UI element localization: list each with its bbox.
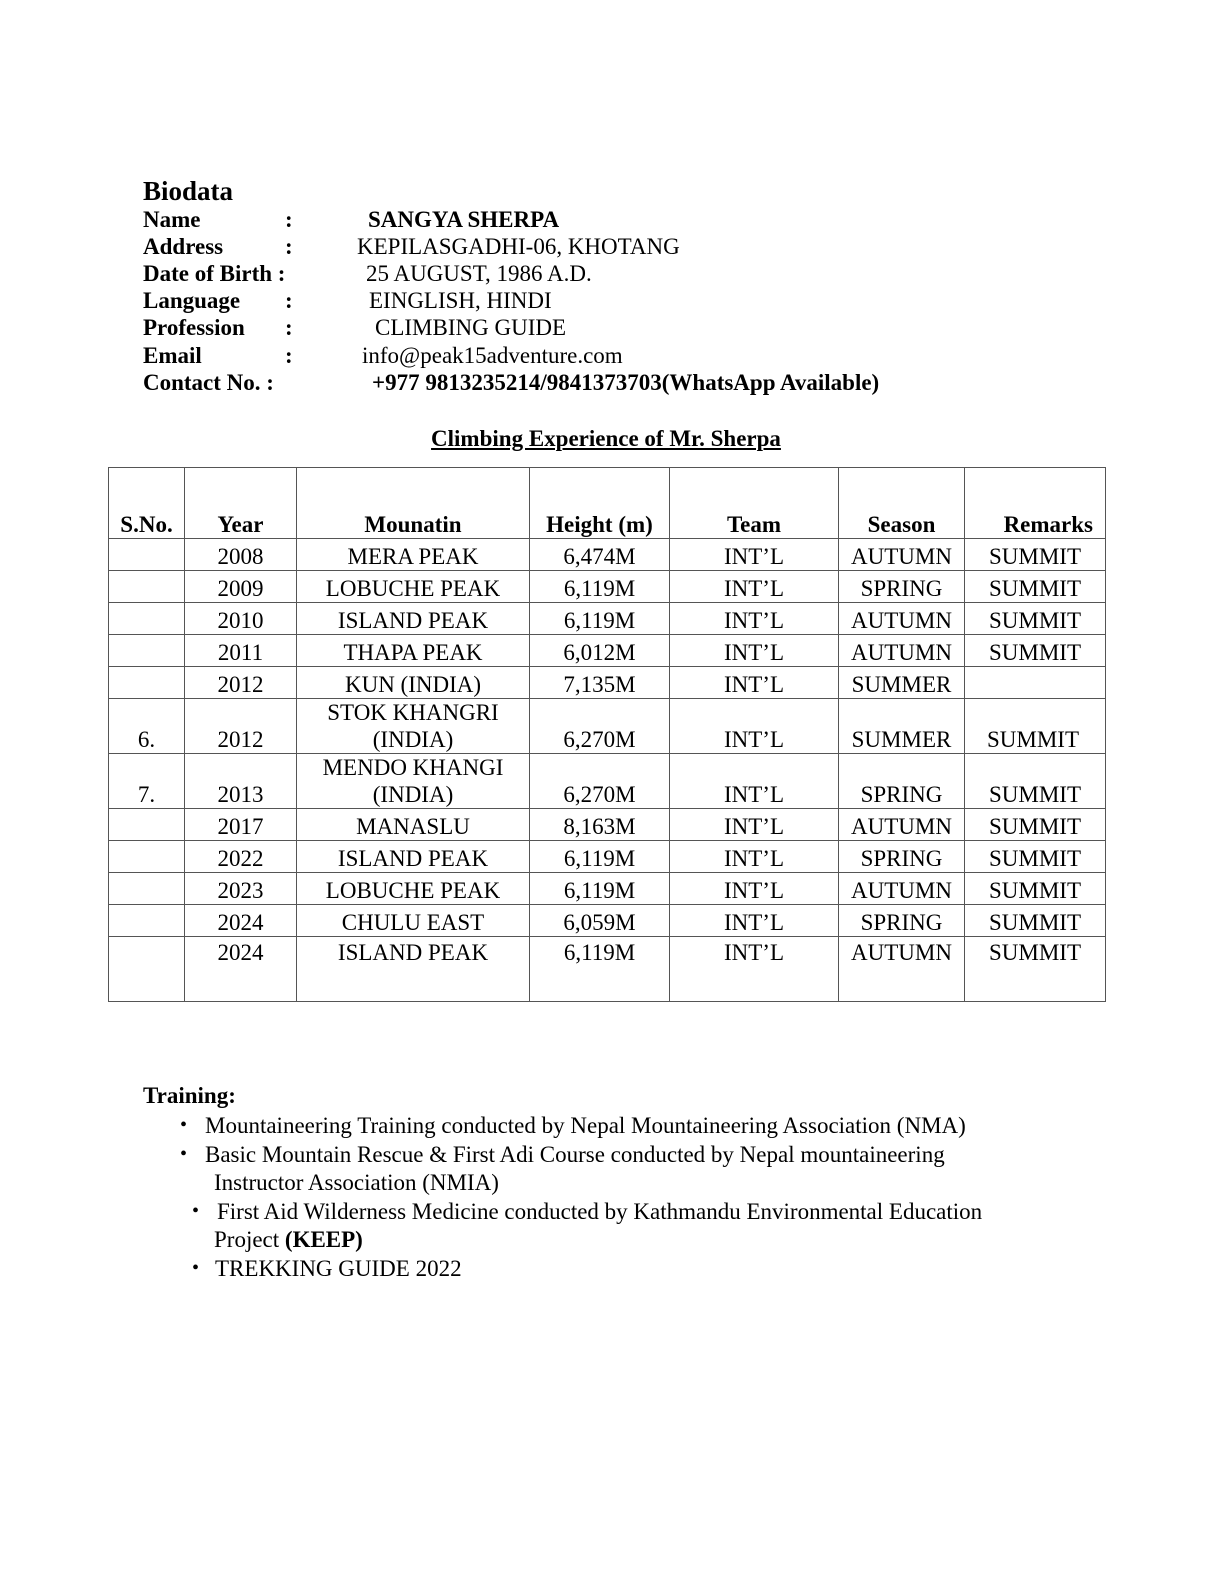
cell-sno — [109, 603, 185, 635]
table-row — [109, 809, 1106, 841]
cell-remarks: SUMMIT — [965, 905, 1106, 937]
cell-season: SPRING — [839, 571, 965, 603]
cell-year: 2012 — [185, 699, 297, 754]
email-label: Email — [143, 343, 202, 368]
cell-year: 2024 — [185, 905, 297, 937]
contact-value: +977 9813235214/9841373703(WhatsApp Available) — [372, 370, 880, 395]
cell-height: 6,119M — [530, 873, 670, 905]
cell-remarks: SUMMIT — [965, 873, 1106, 905]
cell-season: SPRING — [839, 754, 965, 809]
header-sno: S.No. — [109, 468, 185, 539]
cell-season: SPRING — [839, 841, 965, 873]
cell-season: AUTUMN — [839, 873, 965, 905]
table-row — [109, 539, 1106, 571]
training-item-trekking: TREKKING GUIDE 2022 — [215, 1256, 462, 1281]
table-row — [109, 905, 1106, 937]
experience-heading: Climbing Experience of Mr. Sherpa — [431, 426, 781, 451]
cell-team: INT’L — [670, 571, 839, 603]
cell-season: SUMMER — [839, 699, 965, 754]
cell-team: INT’L — [670, 873, 839, 905]
cell-year: 2012 — [185, 667, 297, 699]
table-row — [109, 571, 1106, 603]
address-value: KEPILASGADHI-06, KHOTANG — [357, 234, 680, 259]
cell-mountain: ISLAND PEAK — [297, 841, 530, 873]
cell-remarks: SUMMIT — [965, 937, 1106, 1002]
cell-sno: 6. — [109, 699, 185, 754]
profession-colon: : — [285, 315, 293, 340]
table-row — [109, 699, 1106, 754]
keep-abbrev: (KEEP) — [284, 1227, 363, 1252]
dob-value: 25 AUGUST, 1986 A.D. — [366, 261, 592, 286]
cell-team: INT’L — [670, 905, 839, 937]
table-row — [109, 667, 1106, 699]
dob-label: Date of Birth : — [143, 261, 286, 286]
header-remarks: Remarks — [965, 468, 1106, 539]
cell-season: AUTUMN — [839, 539, 965, 571]
header-season: Season — [839, 468, 965, 539]
cell-mountain: LOBUCHE PEAK — [297, 873, 530, 905]
cell-sno — [109, 841, 185, 873]
cell-team: INT’L — [670, 937, 839, 1002]
table-row — [109, 937, 1106, 1002]
experience-table — [108, 467, 1106, 1002]
cell-team: INT’L — [670, 603, 839, 635]
cell-remarks: SUMMIT — [965, 539, 1106, 571]
cell-remarks: SUMMIT — [965, 809, 1106, 841]
cell-height: 6,474M — [530, 539, 670, 571]
table-row — [109, 603, 1106, 635]
cell-height: 6,270M — [530, 699, 670, 754]
training-item-nmia-line1: Basic Mountain Rescue & First Adi Course conducted by Nepal mountaineering — [205, 1142, 945, 1167]
contact-label: Contact No. : — [143, 370, 274, 395]
cell-height: 6,119M — [530, 841, 670, 873]
cell-remarks: SUMMIT — [965, 635, 1106, 667]
cell-mountain: LOBUCHE PEAK — [297, 571, 530, 603]
cell-season: AUTUMN — [839, 809, 965, 841]
cell-sno — [109, 937, 185, 1002]
cell-height: 6,119M — [530, 571, 670, 603]
cell-sno — [109, 905, 185, 937]
cell-mountain: STOK KHANGRI (INDIA) — [297, 699, 530, 754]
cell-year: 2008 — [185, 539, 297, 571]
email-colon: : — [285, 343, 293, 368]
cell-sno — [109, 539, 185, 571]
header-team: Team — [670, 468, 839, 539]
cell-height: 6,119M — [530, 603, 670, 635]
cell-height: 6,119M — [530, 937, 670, 1002]
cell-remarks — [965, 667, 1106, 699]
name-colon: : — [285, 207, 293, 232]
header-mountain: Mounatin — [297, 468, 530, 539]
cell-remarks: SUMMIT — [965, 571, 1106, 603]
table-row — [109, 873, 1106, 905]
cell-remarks: SUMMIT — [965, 754, 1106, 809]
profession-value: CLIMBING GUIDE — [375, 315, 567, 340]
cell-team: INT’L — [670, 841, 839, 873]
cell-mountain: CHULU EAST — [297, 905, 530, 937]
cell-remarks: SUMMIT — [965, 603, 1106, 635]
cell-year: 2011 — [185, 635, 297, 667]
cell-year: 2009 — [185, 571, 297, 603]
cell-remarks: SUMMIT — [965, 841, 1106, 873]
cell-sno — [109, 873, 185, 905]
cell-mountain: THAPA PEAK — [297, 635, 530, 667]
cell-height: 6,059M — [530, 905, 670, 937]
language-label: Language — [143, 288, 241, 313]
cell-sno — [109, 809, 185, 841]
cell-team: INT’L — [670, 539, 839, 571]
cell-team: INT’L — [670, 809, 839, 841]
cell-mountain: ISLAND PEAK — [297, 937, 530, 1002]
cell-team: INT’L — [670, 754, 839, 809]
keep-prefix: Project — [214, 1227, 280, 1252]
cell-sno — [109, 571, 185, 603]
cell-height: 6,012M — [530, 635, 670, 667]
cell-team: INT’L — [670, 699, 839, 754]
training-item-nma: Mountaineering Training conducted by Nepal Mountaineering Association (NMA) — [205, 1113, 966, 1138]
cell-year: 2013 — [185, 754, 297, 809]
bullet-icon: • — [192, 1200, 200, 1222]
training-item-keep-line2 — [214, 1226, 363, 1254]
table-header-row — [109, 468, 1106, 539]
cell-mountain: ISLAND PEAK — [297, 603, 530, 635]
cell-season: AUTUMN — [839, 635, 965, 667]
name-value: SANGYA SHERPA — [368, 207, 560, 232]
cell-height: 8,163M — [530, 809, 670, 841]
training-title: Training: — [143, 1083, 236, 1108]
biodata-title: Biodata — [143, 176, 234, 206]
cell-year: 2023 — [185, 873, 297, 905]
cell-height: 6,270M — [530, 754, 670, 809]
cell-year: 2017 — [185, 809, 297, 841]
bullet-icon: • — [180, 1114, 188, 1136]
cell-year: 2022 — [185, 841, 297, 873]
header-year: Year — [185, 468, 297, 539]
table-row — [109, 754, 1106, 809]
cell-mountain: MENDO KHANGI (INDIA) — [297, 754, 530, 809]
cell-height: 7,135M — [530, 667, 670, 699]
cell-mountain: MERA PEAK — [297, 539, 530, 571]
table-row — [109, 841, 1106, 873]
cell-mountain: KUN (INDIA) — [297, 667, 530, 699]
header-height: Height (m) — [530, 468, 670, 539]
cell-sno — [109, 635, 185, 667]
profession-label: Profession — [143, 315, 245, 340]
address-label: Address — [143, 234, 224, 259]
cell-year: 2024 — [185, 937, 297, 1002]
cell-season: SPRING — [839, 905, 965, 937]
name-label: Name — [143, 207, 201, 232]
cell-sno — [109, 667, 185, 699]
table-row — [109, 635, 1106, 667]
language-value: EINGLISH, HINDI — [369, 288, 552, 313]
bullet-icon: • — [192, 1257, 200, 1279]
cell-team: INT’L — [670, 667, 839, 699]
cell-season: SUMMER — [839, 667, 965, 699]
email-value: info@peak15adventure.com — [362, 343, 623, 368]
cell-remarks: SUMMIT — [965, 699, 1106, 754]
training-item-keep-line1: First Aid Wilderness Medicine conducted by Kathmandu Environmental Education — [217, 1199, 983, 1224]
training-item-nmia-line2: Instructor Association (NMIA) — [214, 1170, 499, 1195]
cell-season: AUTUMN — [839, 937, 965, 1002]
cell-season: AUTUMN — [839, 603, 965, 635]
language-colon: : — [285, 288, 293, 313]
cell-sno: 7. — [109, 754, 185, 809]
cell-year: 2010 — [185, 603, 297, 635]
cell-team: INT’L — [670, 635, 839, 667]
cell-mountain: MANASLU — [297, 809, 530, 841]
address-colon: : — [285, 234, 293, 259]
bullet-icon: • — [180, 1143, 188, 1165]
